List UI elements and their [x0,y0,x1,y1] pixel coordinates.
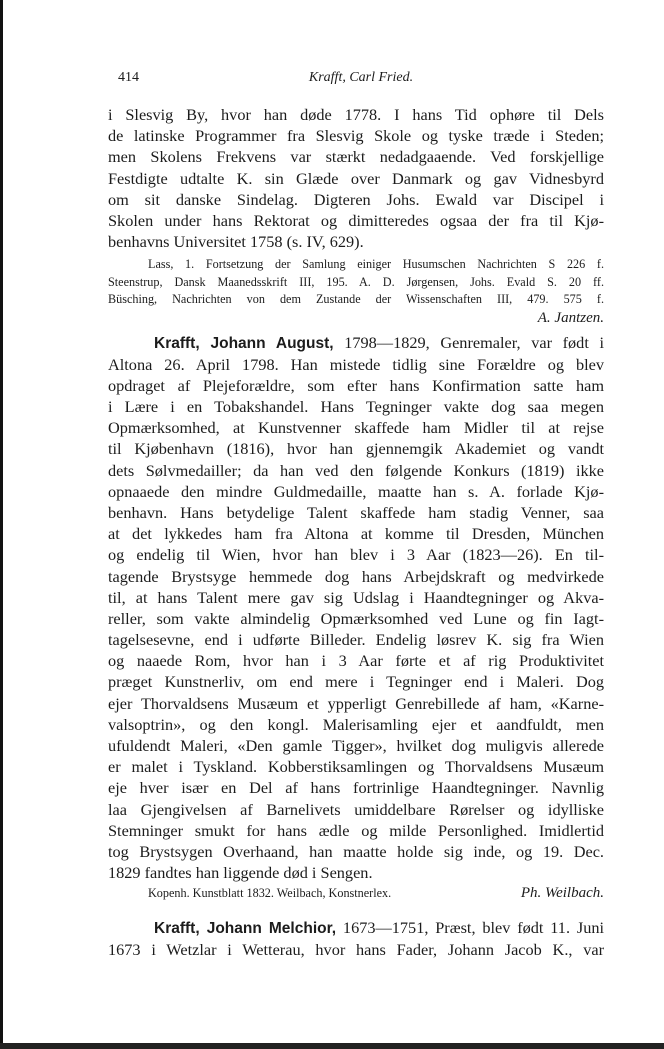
text-line: dets Sølvmedailler; da han ved den følgende Konkurs (1819) ikke [108,460,604,480]
text-line: tog Brystsygen Overhaand, han maatte holde sig inde, og 19. Dec. [108,841,604,861]
text-line: 1673 i Wetzlar i Wetterau, hvor hans Fader, Johann Jacob K., var [108,939,604,959]
author-signature: A. Jantzen. [537,310,604,327]
text-line: benhavn. Hans betydelige Talent skaffede ham stadig Venner, saa [108,502,604,522]
text-line: om sit danske Sindelag. Digteren Johs. Ewald var Discipel i [108,189,604,209]
page-header [118,70,604,90]
text-line: og endelig til Wien, hvor han blev i 3 Aar (1823—26). En til- [108,545,604,565]
text-line: Festdigte udtalte K. sin Glæde over Danmark og gav Vidnesbyrd [108,168,604,188]
running-head: Krafft, Carl Fried. [308,70,414,85]
page-left-edge [0,0,3,1049]
text-line: tagelsesevne, end i udførte Billeder. Endelig løsrev K. sig fra Wien [108,630,604,650]
entry-lemma: Krafft, Johann Melchior, [154,920,337,938]
entry-carl-fried-continuation [108,104,604,328]
page-number: 414 [118,70,139,85]
text-line: og naaede Rom, hvor han i 3 Aar førte et af rig Produktivitet [108,651,604,671]
text-line: opnaaede den mindre Guldmedaille, maatte han s. A. forlade Kjø- [108,481,604,501]
text-line: men Skolens Frekvens var stærkt nedadgaaende. Ved forskjellige [108,147,604,167]
text-line: valsoptrin», og den kongl. Malerisamling ejer et aandfuldt, men [108,714,604,734]
reference-signature-line [108,883,604,903]
text-line: er malet i Tyskland. Kobberstiksamlingen og Thorvaldsens Musæum [108,757,604,777]
entry-johann-august [108,332,604,903]
entry-lemma: Krafft, Johann August, [154,335,334,353]
text-line [108,332,604,353]
text-line: opdraget af Plejeforældre, som efter hans Konfirmation satte ham [108,375,604,395]
text-line: laa Gjengivelsen af Barnelivets umiddelbare Rørelser og idylliske [108,799,604,819]
author-signature: Ph. Weilbach. [520,885,604,902]
text-line: 1829 fandtes han liggende død i Sengen. [108,863,373,883]
entry-johann-melchior [108,917,604,959]
reference-line: Lass, 1. Fortsetzung der Samlung einiger Husumschen Nachrichten S 226 f. [148,257,604,272]
text-line: de latinske Programmer fra Slesvig Skole og tyske træde i Steden; [108,126,604,146]
text-line: Stemninger smukt for hans ædle og milde Personlighed. Imidlertid [108,820,604,840]
reference-line: Steenstrup, Dansk Maanedsskrift III, 195. A. D. Jørgensen, Johs. Evald S. 20 ff. [108,274,604,289]
entry-first-line: 1673—1751, Præst, blev født 11. Juni [336,918,604,938]
text-line [108,917,604,938]
text-line: præget Kunstnerliv, om end mere i Tegninger end i Maleri. Dog [108,672,604,692]
text-line: i Lære i en Tobakshandel. Hans Tegninger vakte dog saa megen [108,397,604,417]
text-line: i Slesvig By, hvor han døde 1778. I hans Tid ophøre til Dels [108,105,604,124]
text-line: Opmærksomhed, at Kunstvenner skaffede ham Midler til at rejse [108,418,604,438]
page-bottom-edge [0,1043,664,1049]
text-line: eje hver især en Del af hans fortrinlige Haandtegninger. Navnlig [108,778,604,798]
text-line: tagende Brystsyge hemmede dog hans Arbejdskraft og medvirkede [108,566,604,586]
text-line: til, at hans Talent mere gav sig Udslag i Haandtegninger og Akva- [108,587,604,607]
text-line: Altona 26. April 1798. Han mistede tidlig sine Forældre og blev [108,354,604,374]
text-line: at det lykkedes ham fra Altona at komme til Dresden, München [108,524,604,544]
text-line: til Kjøbenhavn (1816), hvor han gjennemgik Akademiet og vandt [108,439,604,459]
text-line: ufuldendt Maleri, «Den gamle Tigger», hvilket dog muligvis allerede [108,736,604,756]
text-line: ejer Thorvaldsens Musæum et ypperligt Genrebillede af ham, «Karne- [108,693,604,713]
entry-first-line: 1798—1829, Genremaler, var født i [333,333,604,353]
reference-line: Kopenh. Kunstblatt 1832. Weilbach, Konstnerlex. [148,886,392,901]
reference-line: Büsching, Nachrichten von dem Zustande der Wissenschaften III, 479. 575 f. [108,292,604,307]
text-line: Skolen under hans Rektorat og dimitteredes ogsaa der fra til Kjø- [108,210,604,230]
text-line: reller, som vakte almindelig Opmærksomhed ved Lune og fin Iagt- [108,608,604,628]
text-line: benhavns Universitet 1758 (s. IV, 629). [108,232,364,252]
page-body [108,104,604,960]
